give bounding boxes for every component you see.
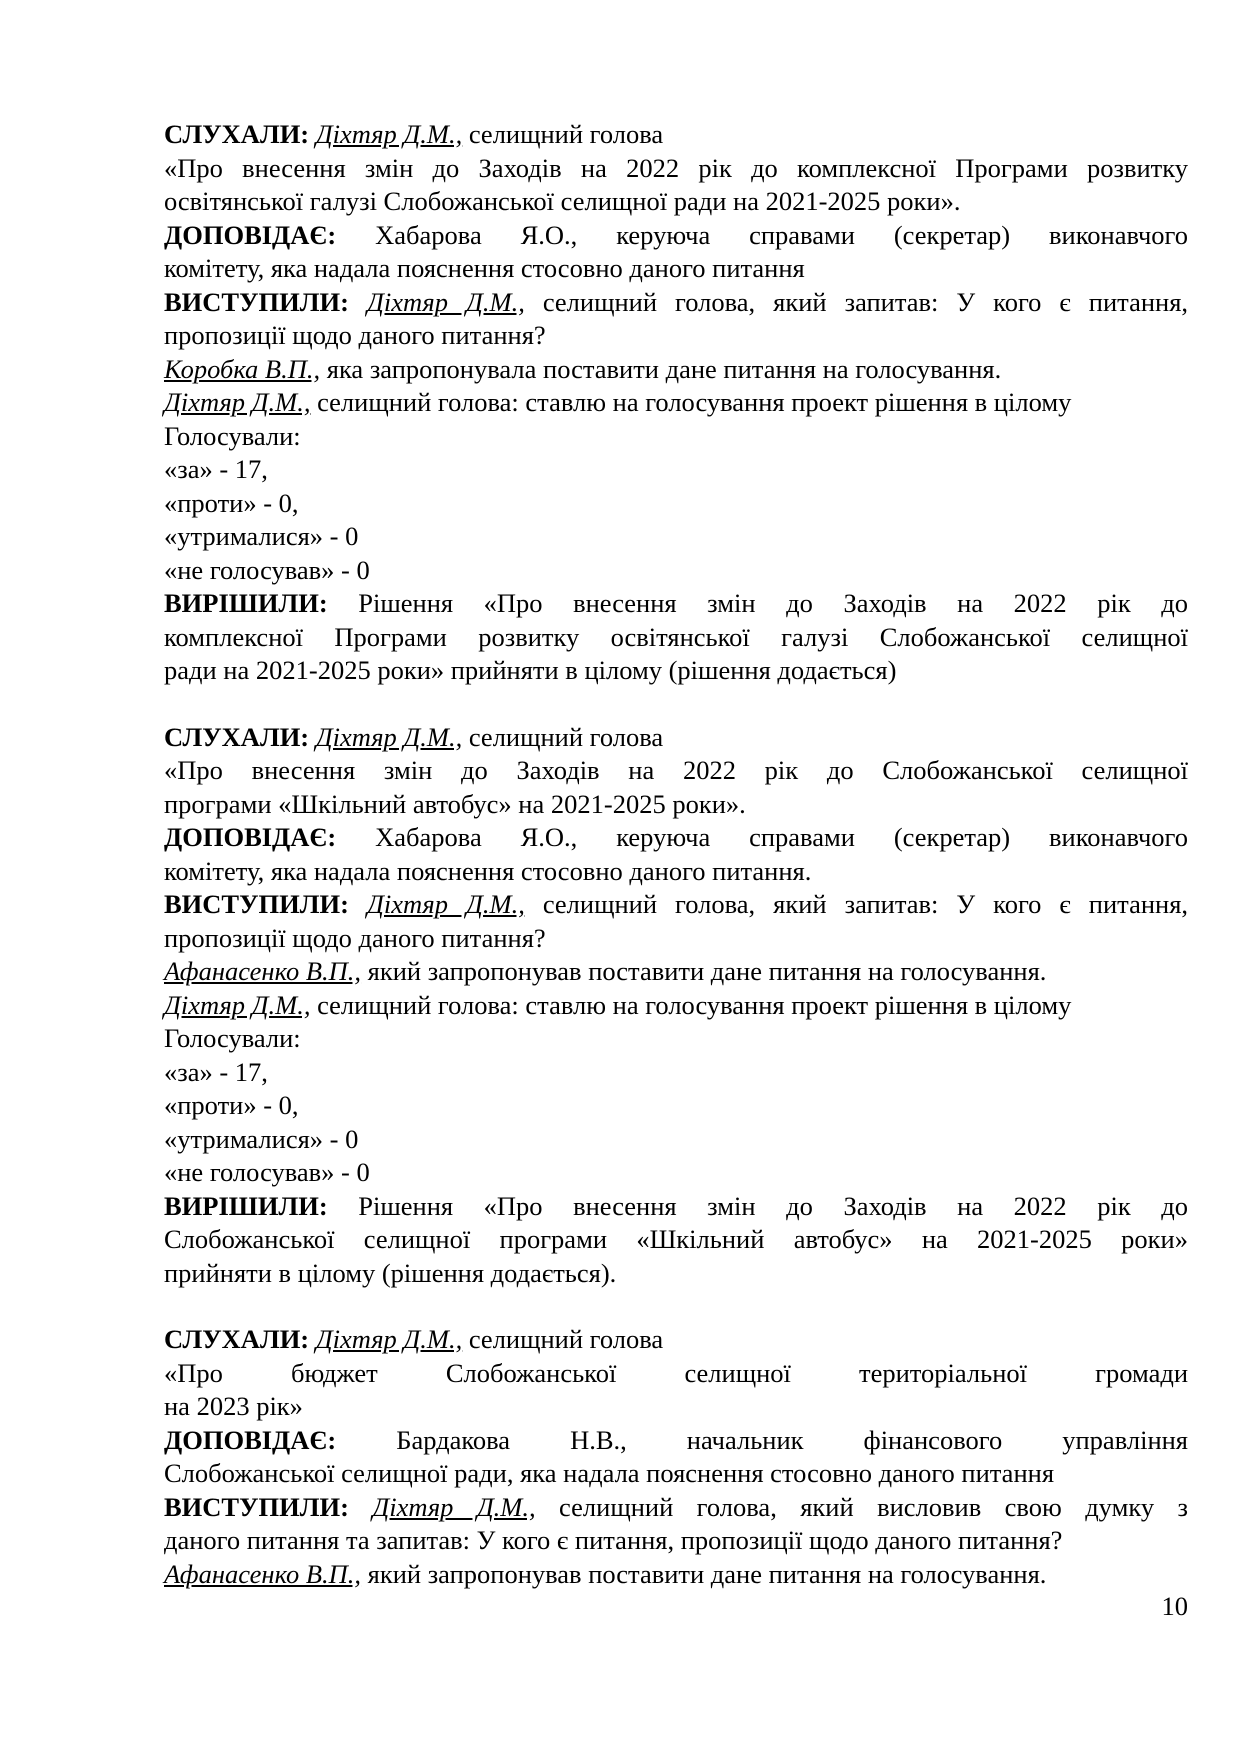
proposal-line [164, 353, 1188, 387]
speaker-name: Діхтяр Д.М., [315, 721, 463, 752]
spoke-line [164, 1491, 1188, 1525]
proposal-text: яка запропонувала поставити дане питання на голосування. [320, 353, 1002, 384]
speaker-name: Діхтяр Д.М., [315, 1324, 463, 1354]
vote-abstained: «утрималися» - 0 [164, 1123, 359, 1154]
spoke-line: пропозиції щодо даного питання? [164, 320, 546, 350]
spoke-line: пропозиції щодо даного питання? [164, 922, 546, 953]
decision-line [164, 587, 1188, 621]
spoke-line [164, 888, 1188, 922]
proposal-line [164, 955, 1188, 989]
vote-not-voted: «не голосував» - 0 [164, 554, 370, 585]
speaker-name: Діхтяр Д.М., [366, 889, 525, 919]
reporter-text: Бардакова Н.В., начальник фінансового управління [336, 1424, 1188, 1455]
spoke-text: селищний голова, який запитав: У кого є питання, [524, 286, 1189, 317]
spoke-label: ВИСТУПИЛИ: [164, 889, 349, 919]
reporter-label: ДОПОВІДАЄ: [164, 822, 337, 852]
decision-line: прийняти в цілому (рішення додається). [164, 1257, 617, 1288]
heard-line [164, 118, 1188, 152]
decided-label: ВИРІШИЛИ: [164, 1190, 328, 1221]
speaker-role: селищний голова [462, 119, 664, 149]
reporter-line: комітету, яка надала пояснення стосовно даного питання [164, 253, 805, 283]
spoke-text: селищний голова, який запитав: У кого є питання, [524, 889, 1189, 919]
reporter-line [164, 1424, 1188, 1458]
topic-line: «Про внесення змін до Заходів на 2022 рік до Слобожанської селищної [164, 755, 1188, 785]
reporter-line [164, 219, 1188, 253]
speaker-name: Афанасенко В.П., [164, 956, 362, 986]
agenda-item-3 [164, 1323, 1188, 1591]
reporter-line [164, 821, 1188, 855]
reporter-label: ДОПОВІДАЄ: [164, 1424, 337, 1455]
topic-line: «Про внесення змін до Заходів на 2022 рік до комплексної Програми розвитку [164, 152, 1188, 183]
speaker-name: Діхтяр Д.М., [164, 989, 311, 1020]
reporter-text: Хабарова Я.О., керуюча справами (секретар) виконавчого [336, 822, 1188, 852]
spoke-line [164, 286, 1188, 320]
speaker-name: Діхтяр Д.М., [366, 286, 525, 317]
proposal-line [164, 1558, 1188, 1592]
spoke-label: ВИСТУПИЛИ: [164, 1491, 349, 1522]
vote-against: «проти» - 0, [164, 487, 299, 518]
vote-abstained: «утрималися» - 0 [164, 521, 359, 551]
decision-line [164, 1190, 1188, 1224]
agenda-item-1 [164, 118, 1188, 688]
spoke-label: ВИСТУПИЛИ: [164, 286, 349, 317]
vote-for: «за» - 17, [164, 1056, 268, 1087]
proposal-text: який запропонував поставити дане питання на голосування. [361, 956, 1047, 986]
reporter-text: Хабарова Я.О., керуюча справами (секретар) виконавчого [336, 219, 1188, 250]
heard-line [164, 721, 1188, 755]
vote-for: «за» - 17, [164, 454, 268, 484]
votes-heading: Голосували: [164, 420, 301, 451]
chair-line [164, 386, 1188, 420]
decision-line: Слобожанської селищної програми «Шкільний автобус» на 2021-2025 роки» [164, 1224, 1188, 1254]
proposal-text: який запропонував поставити дане питання на голосування. [361, 1558, 1047, 1589]
speaker-name: Діхтяр Д.М., [315, 119, 463, 149]
chair-line [164, 989, 1188, 1023]
decision-line: ради на 2021-2025 роки» прийняти в цілому (рішення додається) [164, 655, 897, 685]
decided-label: ВИРІШИЛИ: [164, 588, 328, 618]
vote-against: «проти» - 0, [164, 1090, 299, 1120]
speaker-name: Діхтяр Д.М., [164, 387, 311, 417]
decision-line: комплексної Програми розвитку освітянської галузі Слобожанської селищної [164, 621, 1188, 652]
speaker-name: Коробка В.П., [164, 353, 321, 384]
chair-text: селищний голова: ставлю на голосування проект рішення в цілому [310, 387, 1072, 417]
heard-label: СЛУХАЛИ: [164, 1324, 310, 1354]
heard-label: СЛУХАЛИ: [164, 119, 310, 149]
spoke-line: даного питання та запитав: У кого є питання, пропозиції щодо даного питання? [164, 1525, 1063, 1555]
reporter-label: ДОПОВІДАЄ: [164, 219, 337, 250]
heard-label: СЛУХАЛИ: [164, 721, 310, 752]
speaker-name: Афанасенко В.П., [164, 1558, 362, 1589]
protocol-content [164, 118, 1188, 1624]
topic-line: на 2023 рік» [164, 1391, 303, 1421]
topic-line: «Про бюджет Слобожанської селищної територіальної громади [164, 1357, 1188, 1388]
speaker-role: селищний голова [462, 721, 664, 752]
votes-heading: Голосували: [164, 1023, 301, 1053]
speaker-name: Діхтяр Д.М., [372, 1491, 536, 1522]
reporter-line: комітету, яка надала пояснення стосовно даного питання. [164, 855, 812, 886]
decision-text: Рішення «Про внесення змін до Заходів на 2022 рік до [327, 1190, 1188, 1221]
speaker-role: селищний голова [462, 1324, 664, 1354]
agenda-item-2 [164, 721, 1188, 1291]
topic-line: програми «Шкільний автобус» на 2021-2025 роки». [164, 788, 746, 819]
heard-line [164, 1323, 1188, 1357]
topic-line: освітянської галузі Слобожанської селищної ради на 2021-2025 роки». [164, 186, 961, 216]
decision-text: Рішення «Про внесення змін до Заходів на 2022 рік до [327, 588, 1188, 618]
chair-text: селищний голова: ставлю на голосування проект рішення в цілому [310, 989, 1072, 1020]
reporter-line: Слобожанської селищної ради, яка надала пояснення стосовно даного питання [164, 1458, 1055, 1488]
page-number: 10 [1161, 1591, 1188, 1621]
vote-not-voted: «не голосував» - 0 [164, 1157, 370, 1187]
spoke-text: селищний голова, який висловив свою думку з [535, 1491, 1188, 1522]
